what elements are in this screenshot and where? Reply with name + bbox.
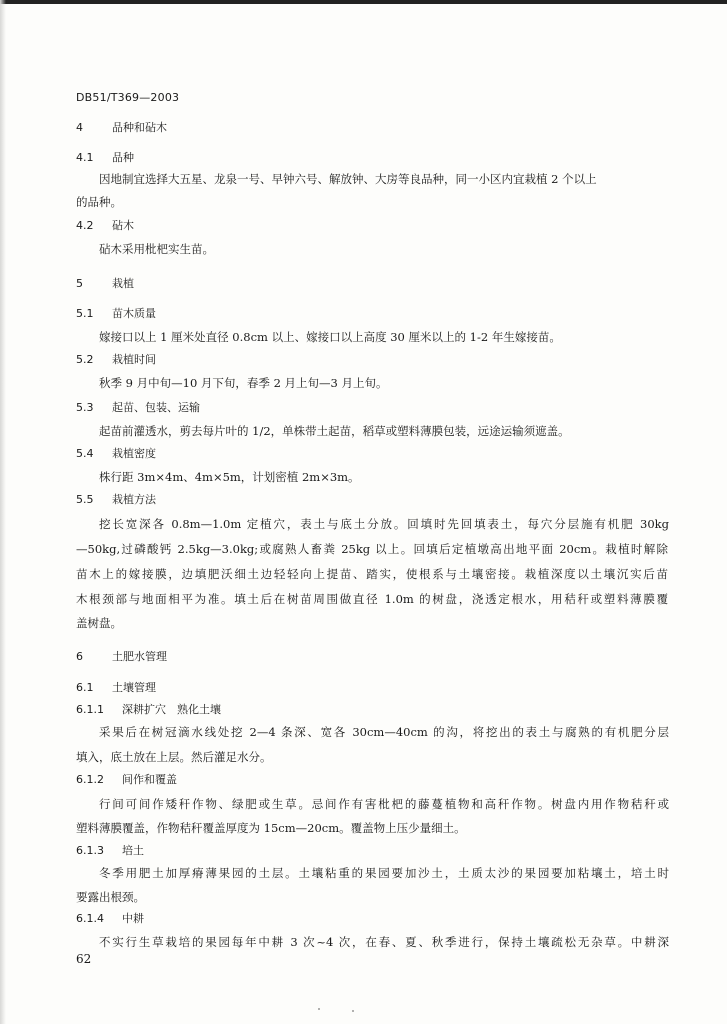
section-5-5-heading: 5.5 栽植方法 [76, 493, 156, 506]
scan-speck [318, 1008, 320, 1010]
section-4-1-line-1: 因地制宜选择大五星、龙泉一号、早钟六号、解放钟、大房等良品种，同一小区内宜栽植 2 个以上 [99, 172, 597, 186]
section-6-1-3-line-2: 要露出根颈。 [76, 890, 145, 904]
page-number: 62 [76, 952, 92, 966]
section-5-2-line-1: 秋季 9 月中旬—10 月下旬，春季 2 月上旬—3 月上旬。 [99, 376, 388, 390]
section-4-1-heading: 4.1 品种 [76, 151, 134, 164]
section-5-5-line-5: 盖树盘。 [76, 616, 122, 630]
section-6-1-3-heading: 6.1.3 培土 [76, 844, 144, 857]
section-5-3-heading: 5.3 起苗、包装、运输 [76, 401, 200, 414]
section-6-1-1-line-2: 填入，底土放在上层。然后灌足水分。 [76, 750, 272, 764]
section-5-1-heading: 5.1 苗木质量 [76, 307, 156, 320]
section-5-5-line-2: —50kg,过磷酸钙 2.5kg—3.0kg;或腐熟人畜粪 25kg 以上。回填后定植墩高出地平面 20cm。栽植时解除 [76, 542, 668, 556]
section-6-heading: 6 土肥水管理 [76, 650, 167, 663]
section-6-1-1-line-1: 采果后在树冠滴水线处挖 2—4 条深、宽各 30cm—40cm 的沟，将挖出的表土与腐熟的有机肥分层 [99, 725, 669, 739]
standard-code: DB51/T369—2003 [76, 91, 180, 104]
section-6-1-2-line-2: 塑料薄膜覆盖，作物秸秆覆盖厚度为 15cm—20cm。覆盖物上压少量细土。 [76, 821, 466, 835]
section-6-1-4-heading: 6.1.4 中耕 [76, 912, 144, 925]
section-5-3-line-1: 起苗前灌透水，剪去每片叶的 1/2，单株带土起苗，稻草或塑料薄膜包装，远途运输须遮盖。 [99, 424, 570, 438]
section-5-heading: 5 栽植 [76, 277, 134, 290]
section-5-5-line-4: 木根颈部与地面相平为准。填土后在树苗周围做直径 1.0m 的树盘，浇透定根水，用秸秆或塑料薄膜覆 [76, 592, 668, 606]
section-5-4-line-1: 株行距 3m×4m、4m×5m，计划密植 2m×3m。 [99, 470, 360, 484]
section-4-1-line-2: 的品种。 [76, 195, 122, 209]
section-5-5-line-1: 挖长宽深各 0.8m—1.0m 定植穴，表土与底土分放。回填时先回填表土，每穴分层施有机肥 30kg [99, 517, 669, 531]
section-6-1-2-heading: 6.1.2 间作和覆盖 [76, 773, 177, 786]
scan-speck [352, 1010, 354, 1012]
scan-edge-shadow [0, 0, 6, 1024]
section-5-4-heading: 5.4 栽植密度 [76, 447, 156, 460]
section-6-1-2-line-1: 行间可间作矮秆作物、绿肥或生草。忌间作有害枇杷的藤蔓植物和高秆作物。树盘内用作物秸秆或 [99, 797, 669, 811]
section-6-1-1-heading: 6.1.1 深耕扩穴 熟化土壤 [76, 703, 221, 716]
section-6-1-4-line-1: 不实行生草栽培的果园每年中耕 3 次~4 次，在春、夏、秋季进行，保持土壤疏松无杂草。中耕深 [99, 935, 669, 949]
top-rule [0, 0, 727, 4]
section-6-1-3-line-1: 冬季用肥土加厚瘠薄果园的土层。土壤粘重的果园要加沙土，土质太沙的果园要加粘壤土，培土时 [99, 866, 669, 880]
section-4-2-heading: 4.2 砧木 [76, 219, 134, 232]
section-4-heading: 4 品种和砧木 [76, 121, 167, 134]
section-6-1-heading: 6.1 土壤管理 [76, 681, 156, 694]
section-4-2-line-1: 砧木采用枇杷实生苗。 [99, 242, 214, 256]
section-5-2-heading: 5.2 栽植时间 [76, 353, 156, 366]
section-5-5-line-3: 苗木上的嫁接膜，边填肥沃细土边轻轻向上提苗、踏实，使根系与土壤密接。栽植深度以土壤沉实后苗 [76, 567, 668, 581]
section-5-1-line-1: 嫁接口以上 1 厘米处直径 0.8cm 以上、嫁接口以上高度 30 厘米以上的 1-2 年生嫁接苗。 [99, 330, 561, 344]
